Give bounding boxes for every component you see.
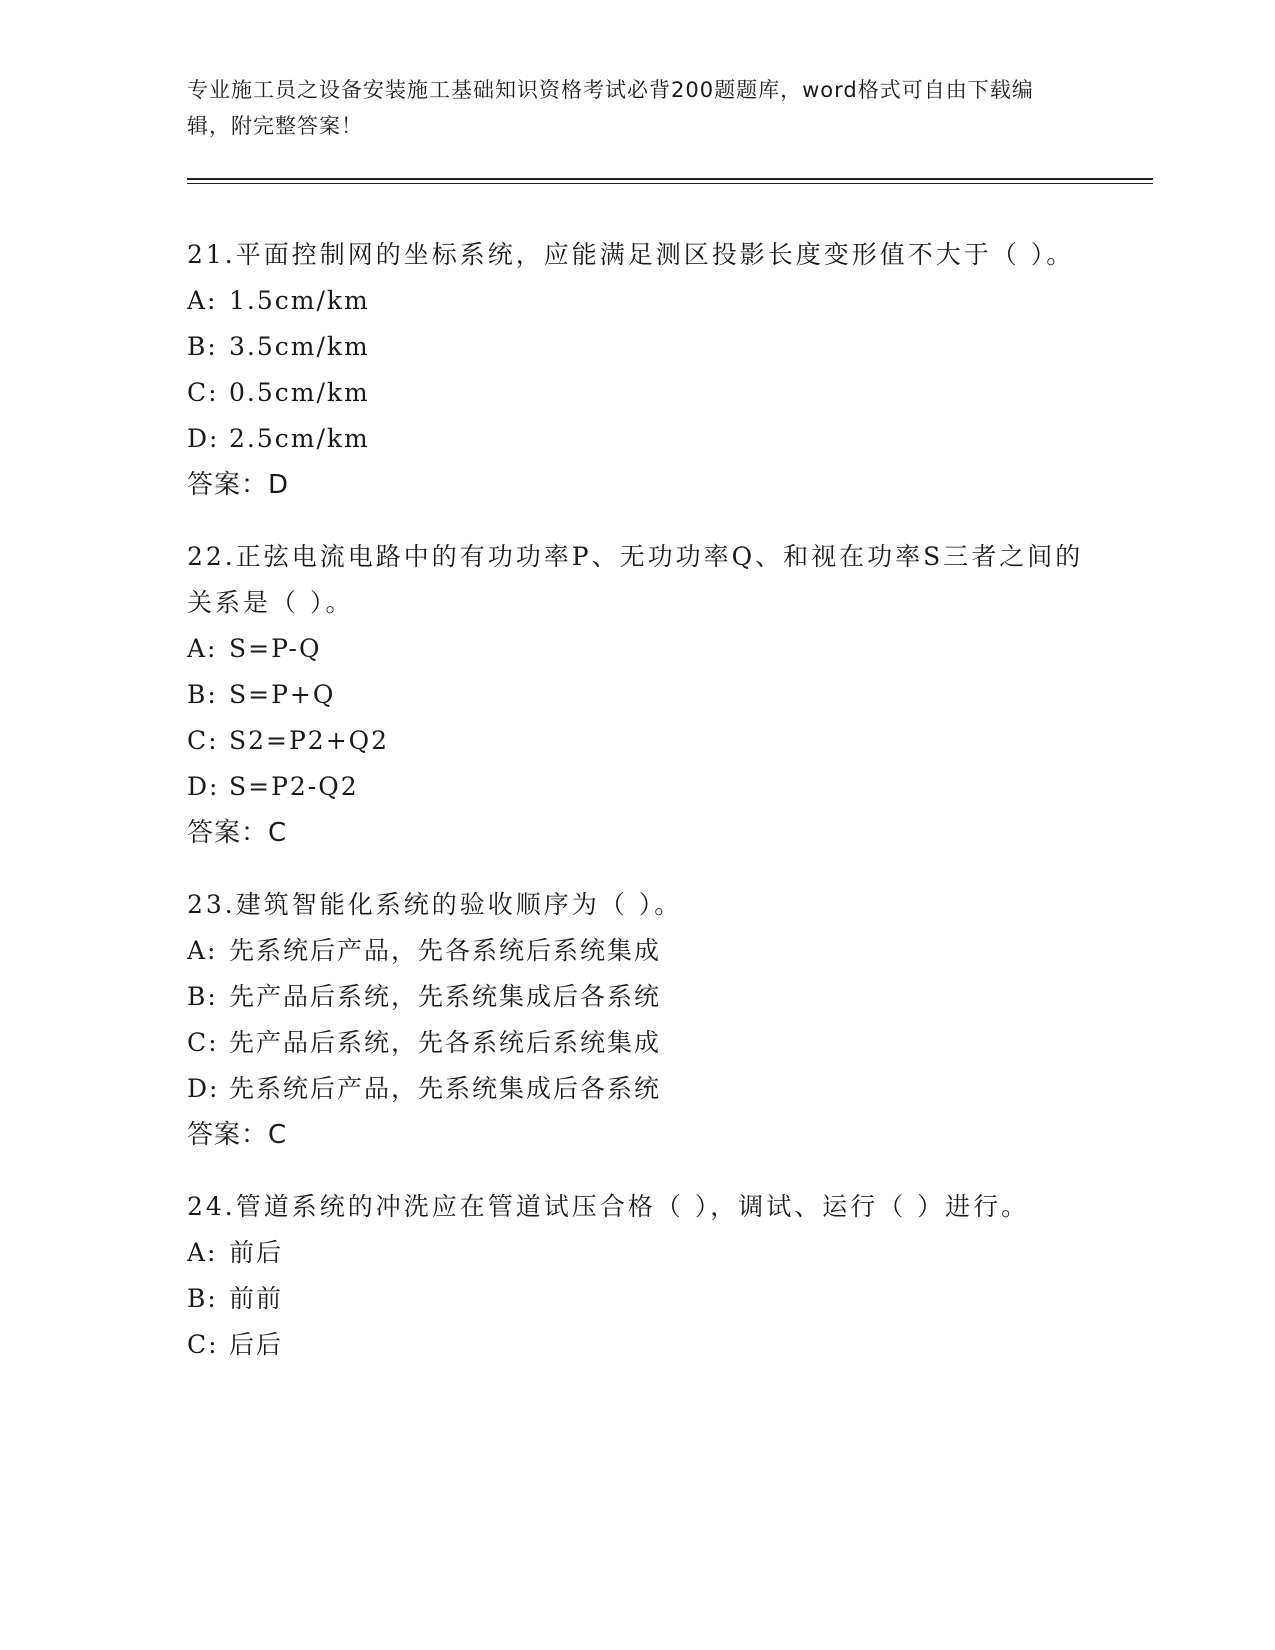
option-text: S=P-Q [229,634,322,663]
option-text: S=P+Q [229,680,336,709]
option-text: 先产品后系统，先各系统后系统集成 [229,1028,662,1057]
answer: 答案：D [187,470,290,500]
option-c [187,718,1087,764]
question-24 [187,1184,1087,1368]
option-a [187,1230,1087,1276]
option-d [187,1066,1087,1112]
question-stem: 24.管道系统的冲洗应在管道试压合格（ ），调试、运行（ ）进行。 [187,1192,1030,1221]
option-label: B: [187,982,218,1011]
option-c [187,370,1087,416]
option-c [187,1020,1087,1066]
header-rule-thick [187,178,1153,180]
answer: 答案：C [187,1120,288,1150]
header-rule-thin [187,183,1153,184]
option-b [187,974,1087,1020]
document-title: 专业施工员之设备安装施工基础知识资格考试必背200题题库，word格式可自由下载编辑，附完整答案！ [187,78,1034,138]
option-label: B: [187,1284,218,1313]
option-text: 前前 [229,1284,284,1313]
question-21 [187,232,1087,508]
option-text: 先产品后系统，先系统集成后各系统 [229,982,662,1011]
option-label: A: [187,634,218,663]
question-stem: 23.建筑智能化系统的验收顺序为（ ）。 [187,890,683,919]
option-label: A: [187,286,218,315]
option-a [187,626,1087,672]
option-label: D: [187,424,220,453]
option-b [187,324,1087,370]
question-22 [187,534,1087,856]
question-list [187,232,1087,1394]
option-text: 前后 [229,1238,284,1267]
question-stem: 21.平面控制网的坐标系统，应能满足测区投影长度变形值不大于（ ）。 [187,240,1075,269]
option-text: S2=P2+Q2 [229,726,390,755]
option-b [187,1276,1087,1322]
option-label: C: [187,378,219,407]
option-text: S=P2-Q2 [229,772,359,801]
option-label: C: [187,726,219,755]
option-label: C: [187,1028,219,1057]
option-label: B: [187,680,218,709]
option-text: 0.5cm/km [229,378,370,407]
option-text: 1.5cm/km [229,286,370,315]
option-c [187,1322,1087,1368]
option-a [187,928,1087,974]
option-label: A: [187,936,218,965]
option-b [187,672,1087,718]
option-a [187,278,1087,324]
option-d [187,764,1087,810]
option-text: 先系统后产品，先各系统后系统集成 [229,936,662,965]
question-stem: 22.正弦电流电路中的有功功率P、无功功率Q、和视在功率S三者之间的关系是（ ）。 [187,542,1084,617]
option-text: 先系统后产品，先系统集成后各系统 [229,1074,662,1103]
answer: 答案：C [187,818,288,848]
option-d [187,416,1087,462]
question-23 [187,882,1087,1158]
option-label: B: [187,332,218,361]
option-label: D: [187,1074,220,1103]
option-label: A: [187,1238,218,1267]
option-text: 3.5cm/km [229,332,370,361]
option-label: C: [187,1330,219,1359]
option-text: 2.5cm/km [229,424,370,453]
option-label: D: [187,772,220,801]
option-text: 后后 [229,1330,284,1359]
